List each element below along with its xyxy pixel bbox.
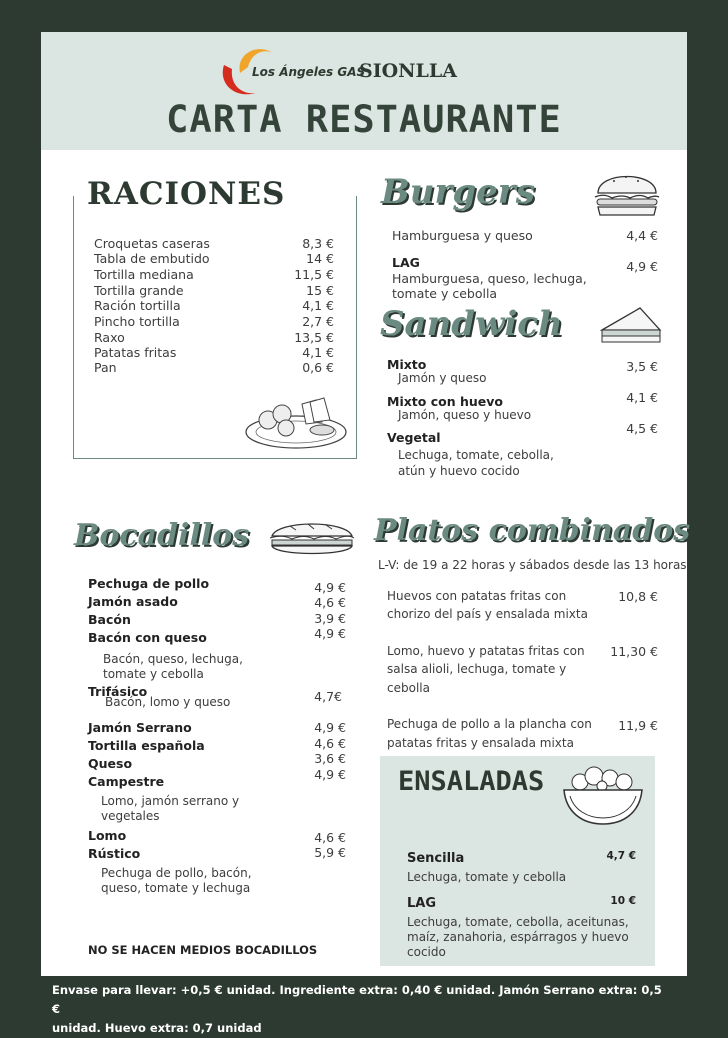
item-price: 5,9 € [314,845,346,860]
item-description: Pechuga de pollo a la plancha con [387,717,592,731]
list-item: Trifásico [88,684,148,699]
sandwich-title: Sandwich [380,304,563,344]
burger-icon [592,167,662,219]
platos-title: Platos combinados [374,513,691,548]
sandwich-icon [598,302,664,348]
list-item: Ración tortilla [94,298,181,313]
item-price: 3,6 € [314,751,346,766]
item-description: Lomo, huevo y patatas fritas con [387,644,585,658]
list-item: Sencilla [407,851,465,866]
item-price: 13,5 € [294,330,334,345]
item-description: cebolla [387,681,430,695]
list-item: Pincho tortilla [94,314,180,329]
salad-bowl-icon [560,760,646,830]
item-price: 2,7 € [302,314,334,329]
item-price: 4,9 € [314,767,346,782]
item-price: 4,7€ [314,689,342,704]
list-item: Lomo [88,828,127,843]
item-price: 4,5 € [626,421,658,436]
item-description: tomate y cebolla [103,667,204,681]
item-price: 4,9 € [314,720,346,735]
item-description: Lechuga, tomate, cebolla, [398,448,554,462]
item-description: Jamón, queso y huevo [398,408,532,422]
baguette-icon [268,516,356,558]
list-item: Campestre [88,774,165,789]
item-description: Bacón, lomo y queso [105,695,231,709]
item-price: 11,9 € [618,718,658,733]
list-item: Tortilla mediana [94,267,194,282]
item-description: Bacón, queso, lechuga, [103,652,243,666]
item-description: atún y huevo cocido [398,464,520,478]
item-description: vegetales [101,809,160,823]
item-price: 4,9 € [626,259,658,274]
page-title: CARTA RESTAURANTE [166,98,562,141]
item-price: 10 € [610,895,636,907]
list-item: Pan [94,360,117,375]
list-item: Hamburguesa y queso [392,228,533,243]
list-item: LAG [392,255,420,270]
item-price: 4,1 € [302,298,334,313]
list-item: Tortilla grande [94,283,184,298]
item-price: 4,6 € [314,830,346,845]
list-item: LAG [407,896,437,911]
item-price: 4,9 € [314,626,346,641]
list-item: Tortilla española [88,738,205,753]
item-price: 0,6 € [302,360,334,375]
item-price: 4,9 € [314,580,346,595]
list-item: Tabla de embutido [94,251,210,266]
item-description: Pechuga de pollo, bacón, [101,866,252,880]
list-item: Mixto [387,357,427,372]
item-description: tomate y cebolla [392,286,498,301]
footer-note [52,981,672,1038]
item-description: Hamburguesa, queso, lechuga, [392,271,587,286]
location-name: SIONLLA [359,60,457,82]
item-price: 10,8 € [618,589,658,604]
list-item: Vegetal [387,430,441,445]
item-price: 3,5 € [626,359,658,374]
list-item: Mixto con huevo [387,394,503,409]
list-item: Pechuga de pollo [88,576,210,591]
item-price: 15 € [306,283,334,298]
tapas-plate-icon [244,394,348,450]
item-price: 4,1 € [626,390,658,405]
item-price: 4,6 € [314,595,346,610]
bocadillos-note: NO SE HACEN MEDIOS BOCADILLOS [88,943,318,957]
raciones-title: RACIONES [87,176,286,212]
list-item: Patatas fritas [94,345,177,360]
footer-line: unidad. Huevo extra: 0,7 unidad [52,1021,262,1035]
ensaladas-title: ENSALADAS [398,766,545,797]
list-item: Croquetas caseras [94,236,210,251]
item-price: 8,3 € [302,236,334,251]
item-price: 4,1 € [302,345,334,360]
list-item: Rústico [88,846,141,861]
schedule-text: L-V: de 19 a 22 horas y sábados desde las 13 horas [378,558,687,572]
burgers-title: Burgers [381,172,535,212]
item-description: Lechuga, tomate, cebolla, aceitunas, [407,915,629,929]
list-item: Queso [88,756,133,771]
item-description: cocido [407,945,446,959]
item-price: 4,4 € [626,228,658,243]
item-description: Jamón y queso [398,371,487,385]
item-description: maíz, zanahoria, espárragos y huevo [407,930,629,944]
list-item: Jamón asado [88,594,178,609]
item-description: patatas fritas y ensalada mixta [387,736,574,750]
footer-line: Envase para llevar: +0,5 € unidad. Ingrediente extra: 0,40 € unidad. Jamón Serrano extra: 0,5 € [52,983,662,1016]
list-item: Raxo [94,330,125,345]
item-price: 11,5 € [294,267,334,282]
item-price: 14 € [306,251,334,266]
item-description: Lechuga, tomate y cebolla [407,870,567,884]
bocadillos-title: Bocadillos [74,518,250,553]
item-price: 4,6 € [314,736,346,751]
list-item: Bacón [88,612,131,627]
item-description: salsa alioli, lechuga, tomate y [387,662,567,676]
item-description: queso, tomate y lechuga [101,881,251,895]
item-description: Lomo, jamón serrano y [101,794,240,808]
item-description: Huevos con patatas fritas con [387,589,567,603]
item-price: 11,30 € [610,644,658,659]
list-item: Bacón con queso [88,630,207,645]
list-item: Jamón Serrano [88,720,192,735]
brand-name: Los Ángeles GAS [252,65,366,79]
item-price: 4,7 € [606,850,636,862]
item-description: chorizo del país y ensalada mixta [387,607,588,621]
item-price: 3,9 € [314,611,346,626]
